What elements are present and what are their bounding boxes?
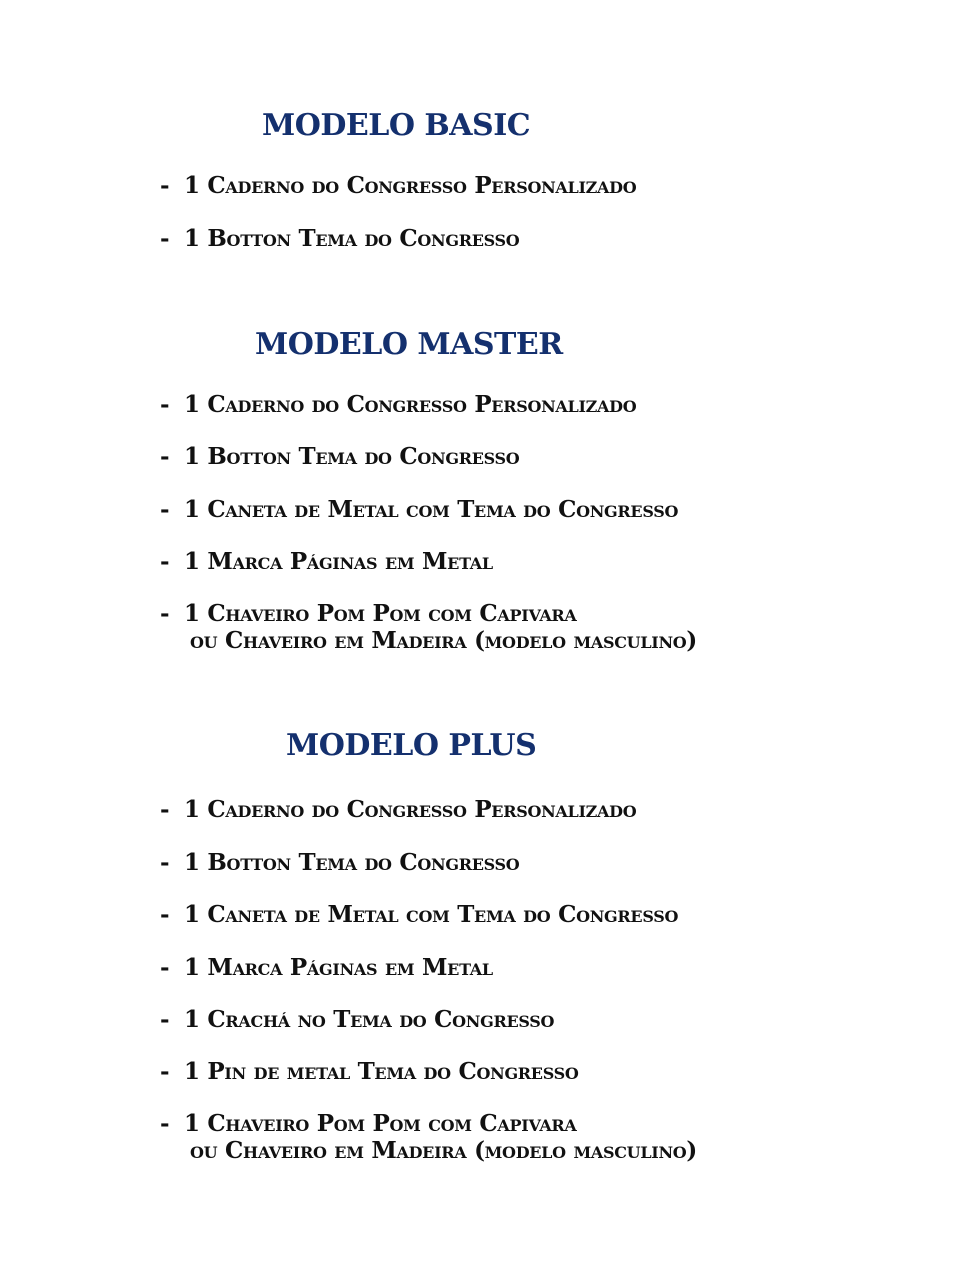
list-item bbox=[160, 1006, 940, 1033]
section-title-master: MODELO MASTER bbox=[255, 327, 563, 362]
bullet-dash: - bbox=[160, 796, 170, 823]
list-item bbox=[160, 391, 940, 418]
list-item-text: 1 Caneta de Metal com Tema do Congresso bbox=[184, 496, 679, 523]
bullet-dash: - bbox=[160, 1110, 170, 1137]
bullet-dash: - bbox=[160, 548, 170, 575]
list-item bbox=[160, 849, 940, 876]
list-item-text: 1 Crachá no Tema do Congresso bbox=[184, 1006, 555, 1033]
bullet-dash: - bbox=[160, 496, 170, 523]
list-item bbox=[160, 172, 940, 199]
list-item-text: 1 Caderno do Congresso Personalizado bbox=[184, 796, 637, 823]
bullet-dash: - bbox=[160, 391, 170, 418]
list-item-text: 1 Caderno do Congresso Personalizado bbox=[184, 172, 637, 199]
list-item bbox=[160, 600, 940, 654]
bullet-dash: - bbox=[160, 172, 170, 199]
list-item-text: 1 Marca Páginas em Metal bbox=[184, 954, 493, 981]
list-item-text: 1 Caneta de Metal com Tema do Congresso bbox=[184, 901, 679, 928]
list-item bbox=[160, 548, 940, 575]
bullet-dash: - bbox=[160, 954, 170, 981]
bullet-dash: - bbox=[160, 1006, 170, 1033]
list-item bbox=[160, 796, 940, 823]
list-item-text-continued: ou Chaveiro em Madeira (modelo masculino) bbox=[190, 627, 698, 654]
bullet-dash: - bbox=[160, 600, 170, 627]
bullet-dash: - bbox=[160, 225, 170, 252]
list-item-text: 1 Botton Tema do Congresso bbox=[184, 849, 520, 876]
bullet-dash: - bbox=[160, 1058, 170, 1085]
list-item-text: 1 Botton Tema do Congresso bbox=[184, 225, 520, 252]
list-item-text: 1 Chaveiro Pom Pom com Capivara bbox=[184, 600, 577, 627]
list-item-text: 1 Botton Tema do Congresso bbox=[184, 443, 520, 470]
list-item bbox=[160, 901, 940, 928]
list-item bbox=[160, 1058, 940, 1085]
list-item-text: 1 Caderno do Congresso Personalizado bbox=[184, 391, 637, 418]
bullet-dash: - bbox=[160, 901, 170, 928]
list-item bbox=[160, 954, 940, 981]
list-item bbox=[160, 225, 940, 252]
section-title-basic: MODELO BASIC bbox=[262, 108, 531, 143]
list-item bbox=[160, 443, 940, 470]
list-item bbox=[160, 496, 940, 523]
section-title-plus: MODELO PLUS bbox=[286, 728, 537, 763]
list-item-text: 1 Marca Páginas em Metal bbox=[184, 548, 493, 575]
bullet-dash: - bbox=[160, 849, 170, 876]
list-item-text: 1 Pin de metal Tema do Congresso bbox=[184, 1058, 579, 1085]
list-item bbox=[160, 1110, 940, 1164]
list-item-text-continued: ou Chaveiro em Madeira (modelo masculino) bbox=[190, 1137, 698, 1164]
list-item-text: 1 Chaveiro Pom Pom com Capivara bbox=[184, 1110, 577, 1137]
bullet-dash: - bbox=[160, 443, 170, 470]
